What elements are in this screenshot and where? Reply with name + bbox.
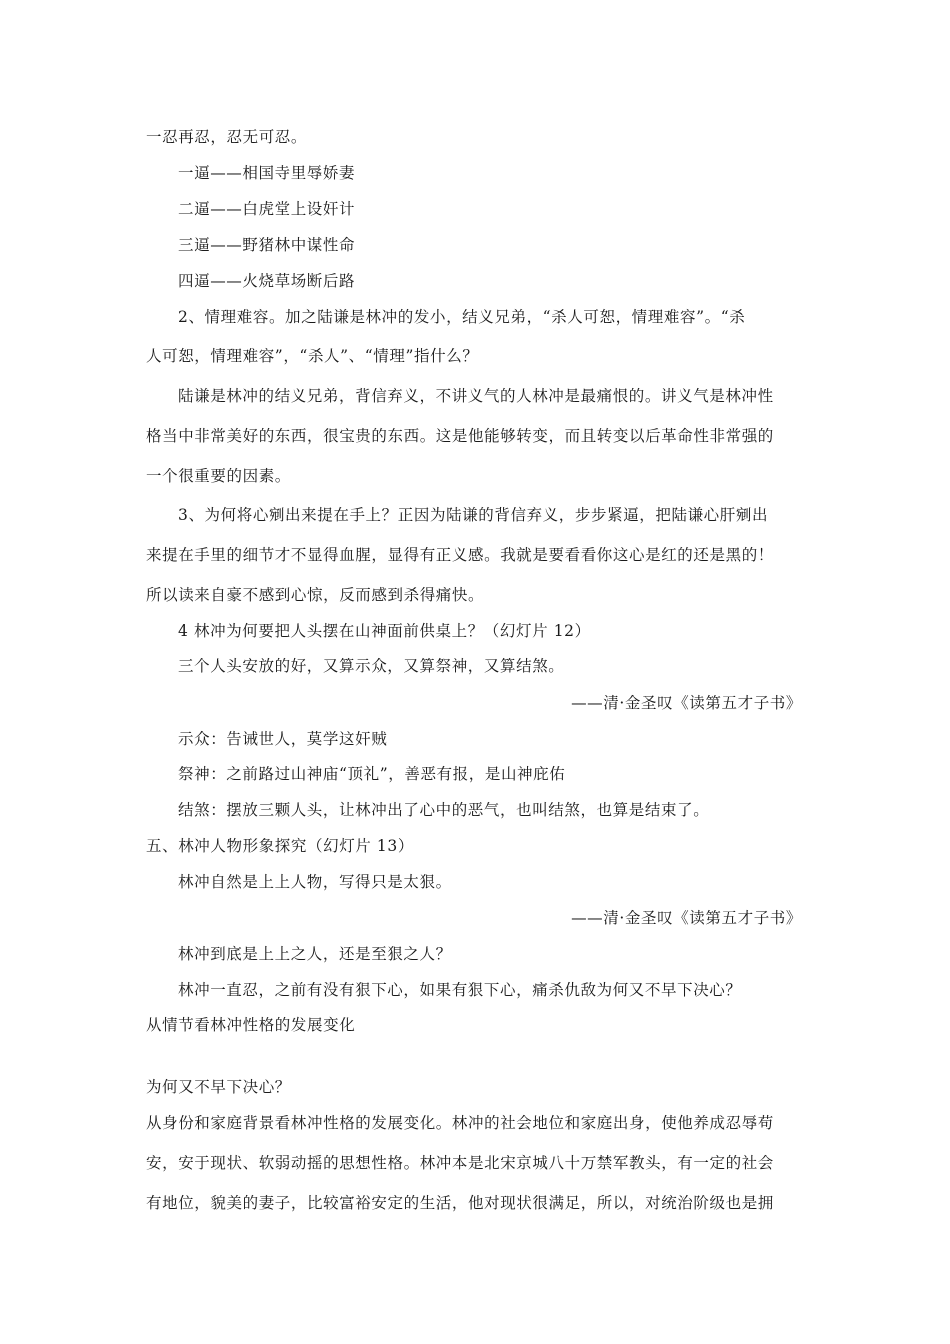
text-line-8: 陆谦是林冲的结义兄弟，背信弃义，不讲义气的人林冲是最痛恨的。讲义气是林冲性 bbox=[178, 387, 774, 405]
text-line-15: 三个人头安放的好，又算示众，又算祭神，又算结煞。 bbox=[178, 657, 565, 675]
citation-2: ——清·金圣叹《读第五才子书》 bbox=[571, 909, 802, 927]
text-line-27: 从身份和家庭背景看林冲性格的发展变化。林冲的社会地位和家庭出身，使他养成忍辱苟 bbox=[146, 1114, 774, 1132]
text-line-18: 祭神：之前路过山神庙“顶礼”，善恶有报，是山神庇佑 bbox=[178, 765, 566, 783]
text-line-21: 林冲自然是上上人物，写得只是太狠。 bbox=[178, 873, 452, 891]
text-line-2: 一逼——相国寺里辱娇妻 bbox=[178, 164, 356, 182]
text-line-28: 安，安于现状、软弱动摇的思想性格。林冲本是北宋京城八十万禁军教头，有一定的社会 bbox=[146, 1154, 774, 1172]
section-heading: 五、林冲人物形象探究（幻灯片 13） bbox=[146, 837, 414, 855]
text-line-5: 四逼——火烧草场断后路 bbox=[178, 272, 356, 290]
text-line-12: 来提在手里的细节才不显得血腥，显得有正义感。我就是要看看你这心是红的还是黑的！ bbox=[146, 546, 774, 564]
text-line-25: 从情节看林冲性格的发展变化 bbox=[146, 1016, 356, 1034]
text-line-24: 林冲一直忍，之前有没有狠下心，如果有狠下心，痛杀仇敌为何又不早下决心？ bbox=[178, 981, 742, 999]
text-line-26: 为何又不早下决心？ bbox=[146, 1078, 291, 1096]
text-line-19: 结煞：摆放三颗人头，让林冲出了心中的恶气，也叫结煞，也算是结束了。 bbox=[178, 801, 710, 819]
text-line-17: 示众：告诫世人，莫学这奸贼 bbox=[178, 730, 388, 748]
text-line-11: 3、为何将心剜出来提在手上？正因为陆谦的背信弃义，步步紧逼，把陆谦心肝剜出 bbox=[178, 506, 769, 524]
text-line-29: 有地位，貌美的妻子，比较富裕安定的生活，他对现状很满足，所以，对统治阶级也是拥 bbox=[146, 1194, 774, 1212]
citation-1: ——清·金圣叹《读第五才子书》 bbox=[571, 694, 802, 712]
text-line-6: 2、情理难容。加之陆谦是林冲的发小，结义兄弟，“杀人可恕，情理难容”。“杀 bbox=[178, 308, 746, 326]
text-line-1: 一忍再忍，忍无可忍。 bbox=[146, 128, 308, 146]
text-line-7: 人可恕，情理难容”，“杀人”、“情理”指什么？ bbox=[146, 347, 479, 365]
text-line-4: 三逼——野猪林中谋性命 bbox=[178, 236, 356, 254]
text-line-13: 所以读来自豪不感到心惊，反而感到杀得痛快。 bbox=[146, 586, 485, 604]
text-line-3: 二逼——白虎堂上设奸计 bbox=[178, 200, 356, 218]
text-line-23: 林冲到底是上上之人，还是至狠之人？ bbox=[178, 945, 452, 963]
text-line-10: 一个很重要的因素。 bbox=[146, 467, 291, 485]
text-line-9: 格当中非常美好的东西，很宝贵的东西。这是他能够转变，而且转变以后革命性非常强的 bbox=[146, 427, 774, 445]
text-line-14: 4 林冲为何要把人头摆在山神面前供桌上？（幻灯片 12） bbox=[178, 622, 591, 640]
